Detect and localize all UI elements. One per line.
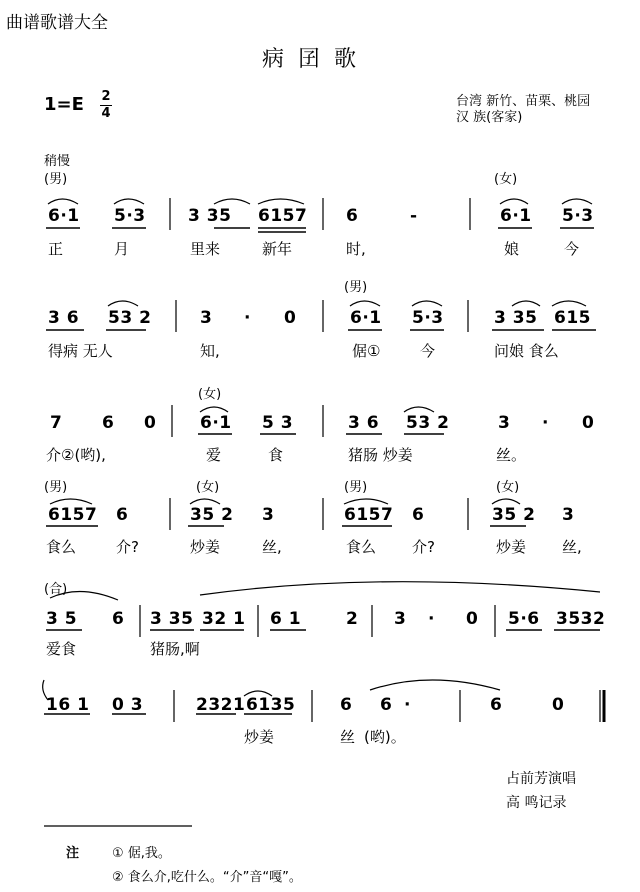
note: 6 [112, 609, 125, 629]
note: 6 1 [270, 609, 302, 629]
note: 6157 [344, 505, 394, 525]
note: · [244, 308, 251, 328]
note: 3 [394, 609, 407, 629]
lyric: 新年 [262, 240, 293, 258]
lyric: 倨① [352, 342, 381, 360]
note: 6157 [258, 206, 308, 226]
role-male: (男) [344, 280, 368, 295]
note: 2321 [196, 695, 246, 715]
note: 35 2 [190, 505, 234, 525]
note: 32 1 [202, 609, 246, 629]
note: 5 3 [262, 413, 294, 433]
note: 6·1 [500, 206, 532, 226]
key-signature: 1=E [44, 94, 84, 115]
role-female: (女) [196, 480, 220, 495]
note: 0 [284, 308, 297, 328]
note: 6 [102, 413, 115, 433]
time-top: 2 [101, 89, 111, 104]
note: 6135 [246, 695, 296, 715]
footnote-1: ① 倨,我。 [112, 846, 171, 861]
lyric: 猪肠,啊 [150, 640, 200, 658]
role-male: (男) [344, 480, 368, 495]
footnote-label: 注 [66, 846, 80, 861]
note: 3 [200, 308, 213, 328]
lyric: 食么 [46, 538, 77, 556]
lyric: 问娘 食么 [494, 342, 559, 360]
region-line-1: 台湾 新竹、苗栗、桃园 [456, 94, 591, 109]
lyric: 正 [48, 240, 64, 258]
note: 3 6 [348, 413, 380, 433]
note: 5·3 [114, 206, 146, 226]
lyric: 得病 无人 [48, 342, 113, 360]
note: 0 3 [112, 695, 144, 715]
note: 6·1 [48, 206, 80, 226]
lyric: 介②(哟), [46, 446, 106, 464]
note: 5·3 [412, 308, 444, 328]
note: 6 [412, 505, 425, 525]
lyric: 丝, [262, 538, 282, 556]
lyric: 猪肠 炒姜 [348, 446, 413, 464]
note: 0 [466, 609, 479, 629]
note: · [428, 609, 435, 629]
role-female: (女) [496, 480, 520, 495]
note: 35 2 [492, 505, 536, 525]
note: 3 35 [188, 206, 232, 226]
note: - [410, 206, 418, 226]
lyric: 丝。 [496, 446, 527, 464]
note: 6 [340, 695, 353, 715]
source-label: 曲谱歌谱大全 [6, 13, 108, 33]
lyric: 爱 [206, 446, 222, 464]
lyric: 娘 [504, 240, 520, 258]
role-male: (男) [44, 480, 68, 495]
lyric: 炒姜 [190, 538, 221, 556]
note: 3 6 [48, 308, 80, 328]
lyric: 时, [346, 240, 366, 258]
note: 6157 [48, 505, 98, 525]
lyric: 知, [200, 342, 220, 360]
note: 0 [552, 695, 565, 715]
note: 3532 [556, 609, 606, 629]
note: 2 [346, 609, 359, 629]
credit-recorder: 高 鸣记录 [506, 795, 567, 811]
note: 3 [262, 505, 275, 525]
lyric: 今 [420, 342, 436, 360]
note: 7 [50, 413, 63, 433]
lyric: 炒姜 [496, 538, 527, 556]
role-female: (女) [198, 387, 222, 402]
lyric: (哟)。 [364, 728, 406, 746]
note: 0 [144, 413, 157, 433]
note: 5·6 [508, 609, 540, 629]
tempo-marking: 稍慢 [44, 154, 71, 169]
role-male: (男) [44, 172, 68, 187]
note: 6·1 [350, 308, 382, 328]
note: 3 35 [494, 308, 538, 328]
lyric: 丝, [562, 538, 582, 556]
lyric: 月 [114, 240, 130, 258]
lyric: 炒姜 [244, 728, 275, 746]
note: 3 [498, 413, 511, 433]
note: 16 1 [46, 695, 90, 715]
time-bottom: 4 [101, 106, 111, 121]
song-title: 病囝歌 [262, 47, 371, 72]
note: 5·3 [562, 206, 594, 226]
note: 6 [116, 505, 129, 525]
note: 3 [562, 505, 575, 525]
lyric: 食么 [346, 538, 377, 556]
note: · [404, 695, 411, 715]
note: 6·1 [200, 413, 232, 433]
lyric: 食 [268, 446, 284, 464]
note: 3 35 [150, 609, 194, 629]
lyric: 介? [412, 538, 435, 556]
role-female: (女) [494, 172, 518, 187]
note: 53 2 [406, 413, 450, 433]
note: 615 [554, 308, 591, 328]
lyric: 介? [116, 538, 139, 556]
lyric: 爱食 [46, 640, 77, 658]
lyric: 里来 [190, 240, 221, 258]
region-line-2: 汉 族(客家) [456, 110, 523, 125]
lyric: 今 [564, 240, 580, 258]
note: 3 5 [46, 609, 78, 629]
credit-singer: 占前芳演唱 [506, 771, 576, 787]
note: · [542, 413, 549, 433]
note: 0 [582, 413, 595, 433]
note: 6 [380, 695, 393, 715]
footnote-2: ② 食么介,吃什么。“介”音“嘎”。 [112, 870, 302, 885]
note: 6 [346, 206, 359, 226]
note: 53 2 [108, 308, 152, 328]
note: 6 [490, 695, 503, 715]
role-chorus: (合) [44, 582, 68, 597]
lyric: 丝 [340, 728, 356, 746]
